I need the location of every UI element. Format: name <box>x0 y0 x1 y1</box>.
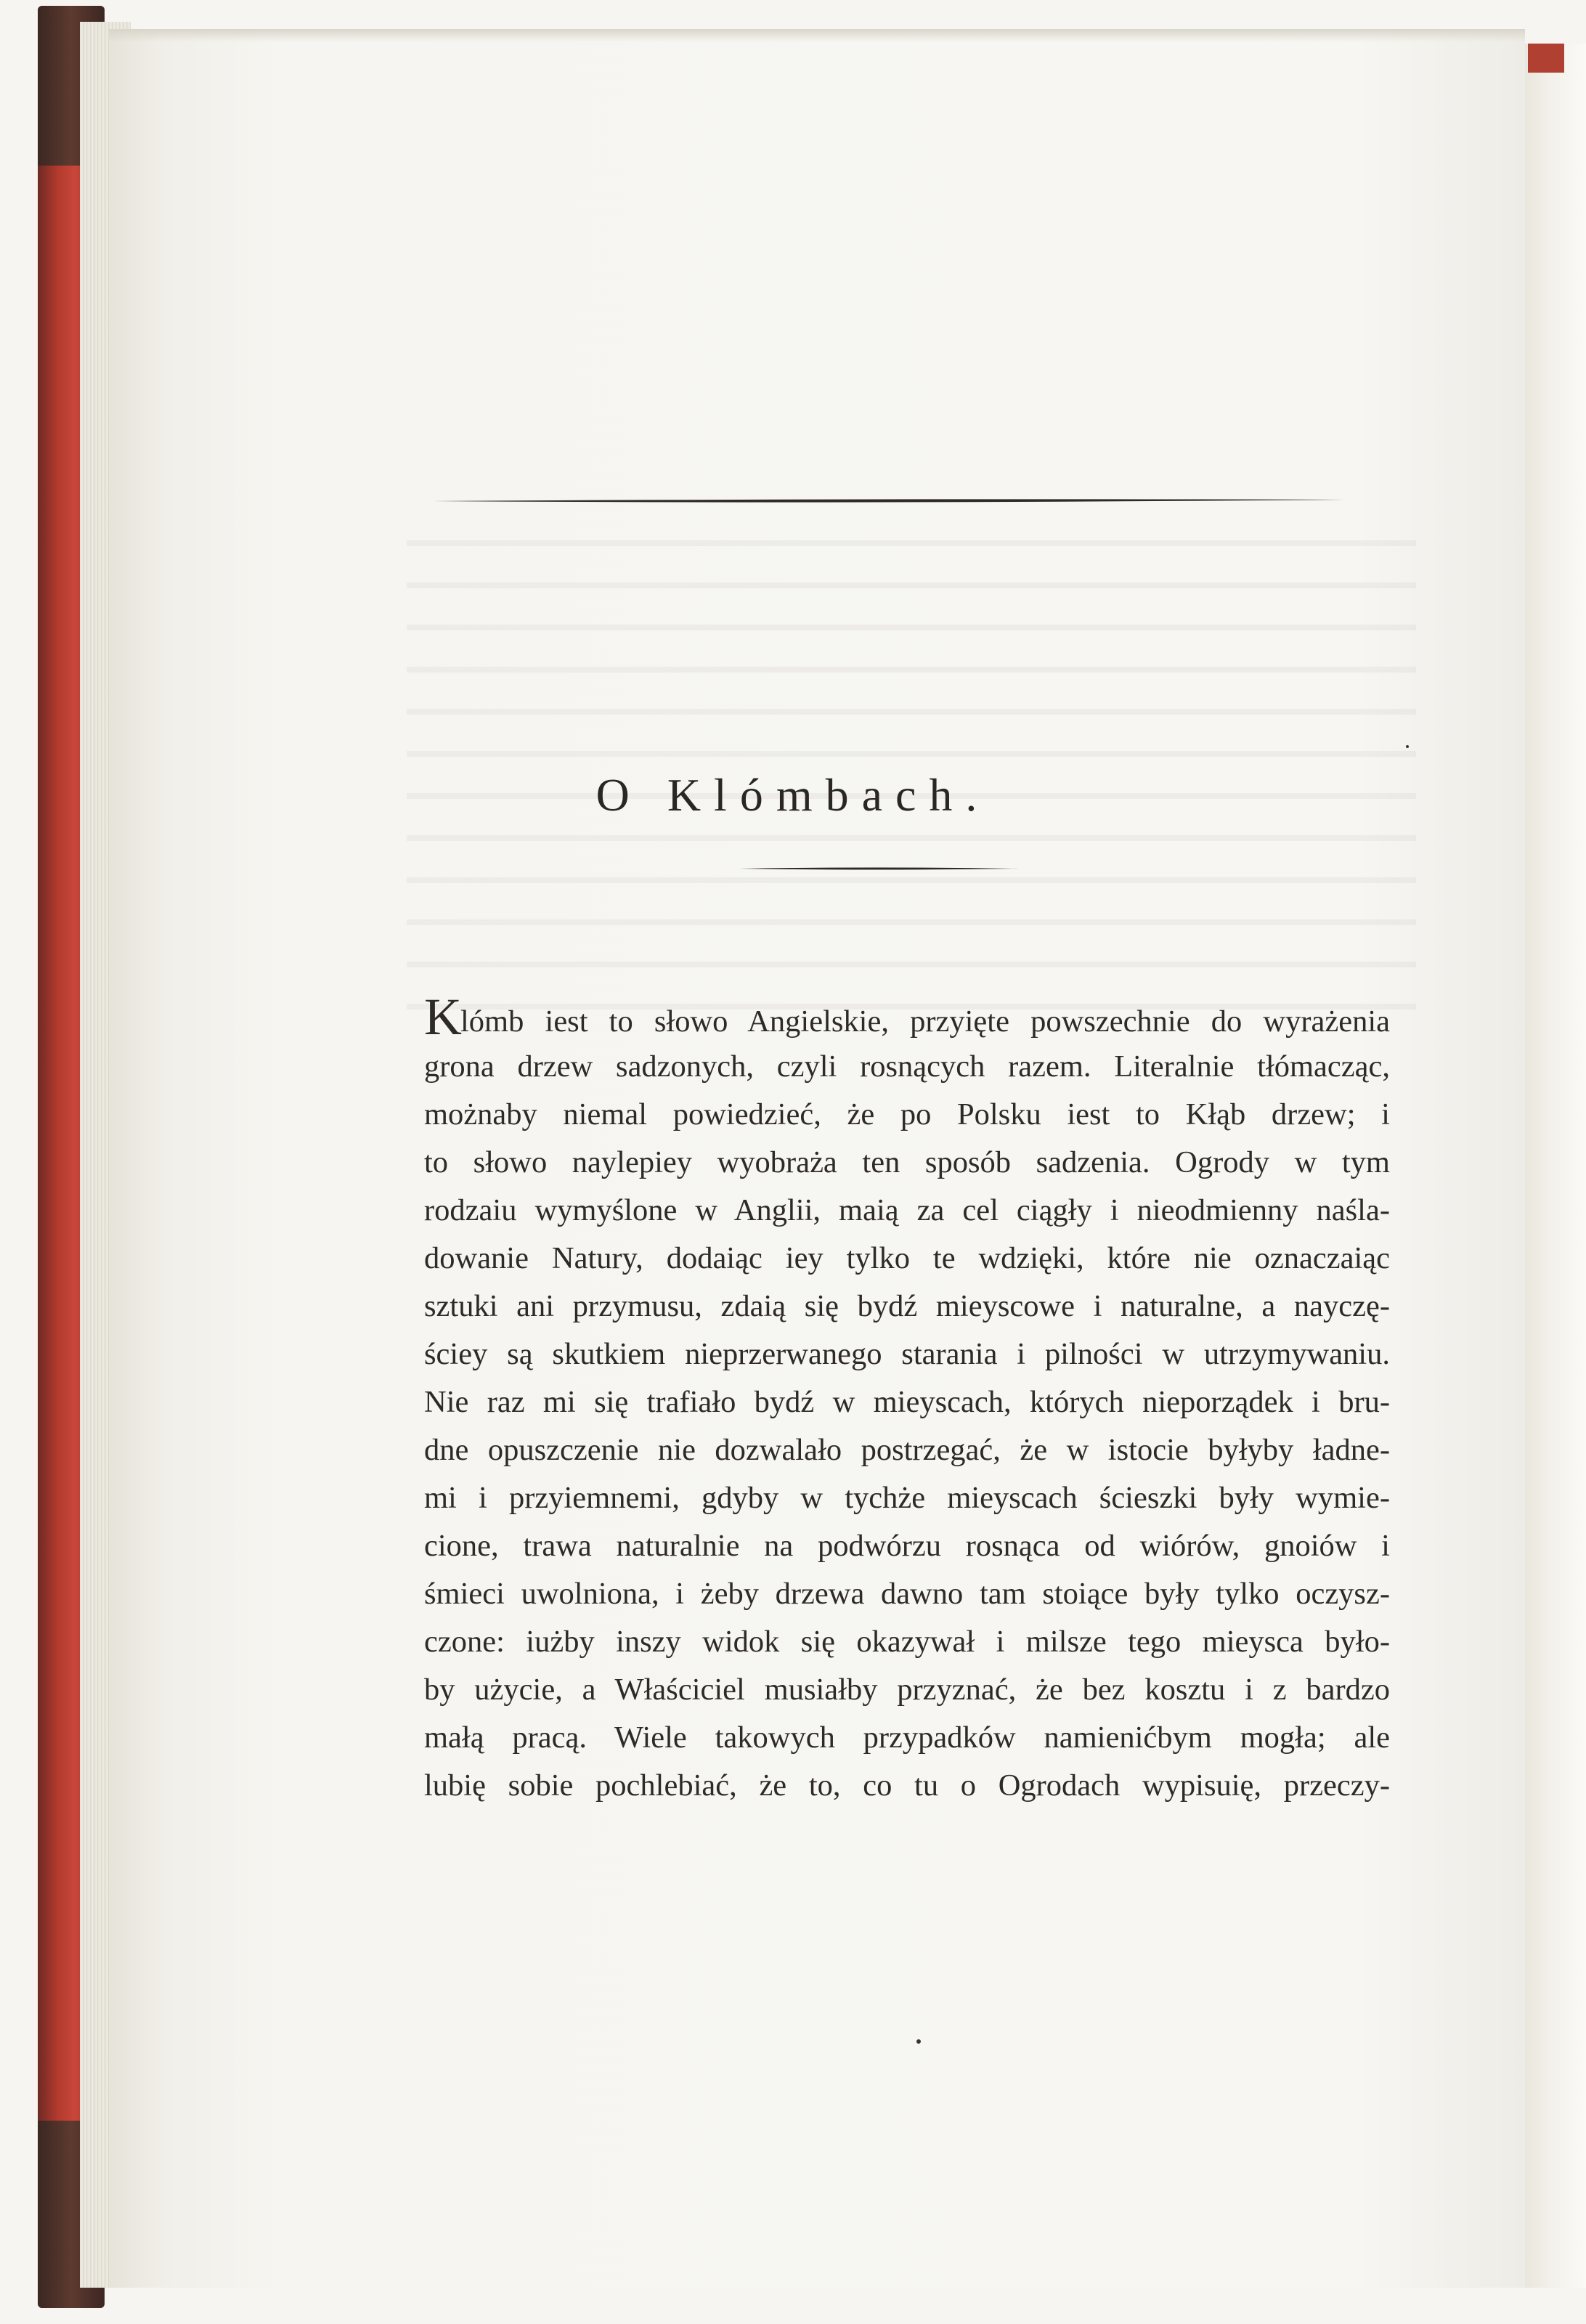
text-line-4: to słowo naylepiey wyobraża ten sposób sadzenia. Ogrody w tym <box>424 1145 1390 1179</box>
text-line-14: czone: iużby inszy widok się okazywał i milsze tego mieysca było- <box>424 1625 1390 1659</box>
ribbon-edge <box>1528 44 1564 73</box>
text-line-11: mi i przyiemnemi, gdyby w tychże mieyscach ścieszki były wymie- <box>424 1481 1390 1515</box>
text-line-13: śmieci uwolniona, i żeby drzewa dawno tam stoiące były tylko oczysz- <box>424 1577 1390 1611</box>
text-line-2: grona drzew sadzonych, czyli rosnących razem. Literalnie tłómacząc, <box>424 1049 1390 1084</box>
drop-cap: K <box>424 988 460 1046</box>
ornamental-rule-top <box>433 498 1345 504</box>
ink-speck <box>1406 745 1409 748</box>
text-line-6: dowanie Natury, dodaiąc iey tylko te wdzięki, które nie oznaczaiąc <box>424 1241 1390 1275</box>
text-line-12: cione, trawa naturalnie na podwórzu rosnąca od wiórów, gnoiów i <box>424 1529 1390 1563</box>
text-line-5: rodzaiu wymyślone w Anglii, maią za cel ciągły i nieodmienny naśla- <box>424 1193 1390 1227</box>
text-line-17: lubię sobie pochlebiać, że to, co tu o Ogrodach wypisuię, przeczy- <box>424 1768 1390 1803</box>
text-line-16: małą pracą. Wiele takowych przypadków namienićbym mogła; ale <box>424 1720 1390 1755</box>
title-text: O Klómbach. <box>595 769 991 821</box>
body-text <box>424 988 1390 1810</box>
text-line-9: Nie raz mi się trafiało bydź w mieyscach, których nieporządek i bru- <box>424 1385 1390 1419</box>
ink-speck <box>916 2039 921 2044</box>
show-through-text <box>407 508 1416 1017</box>
text-line-10: dne opuszczenie nie dozwalało postrzegać, że w istocie byłyby ładne- <box>424 1433 1390 1467</box>
page-shadow <box>109 29 1525 42</box>
ornamental-rule-mid <box>739 866 1018 871</box>
facing-page-edge <box>1525 44 1586 2288</box>
text-line-1: Klómb iest to słowo Angielskie, przyięte powszechnie do wyrażenia <box>424 988 1390 1046</box>
page-title <box>0 768 1586 822</box>
text-line-15: by użycie, a Właściciel musiałby przyznać, że bez kosztu i z bardzo <box>424 1673 1390 1707</box>
text-line-3: możnaby niemal powiedzieć, że po Polsku iest to Kłąb drzew; i <box>424 1097 1390 1131</box>
text-line-8: ściey są skutkiem nieprzerwanego starania i pilności w utrzymywaniu. <box>424 1337 1390 1371</box>
text-line-7: sztuki ani przymusu, zdaią się bydź mieyscowe i naturalne, a nayczę- <box>424 1289 1390 1323</box>
